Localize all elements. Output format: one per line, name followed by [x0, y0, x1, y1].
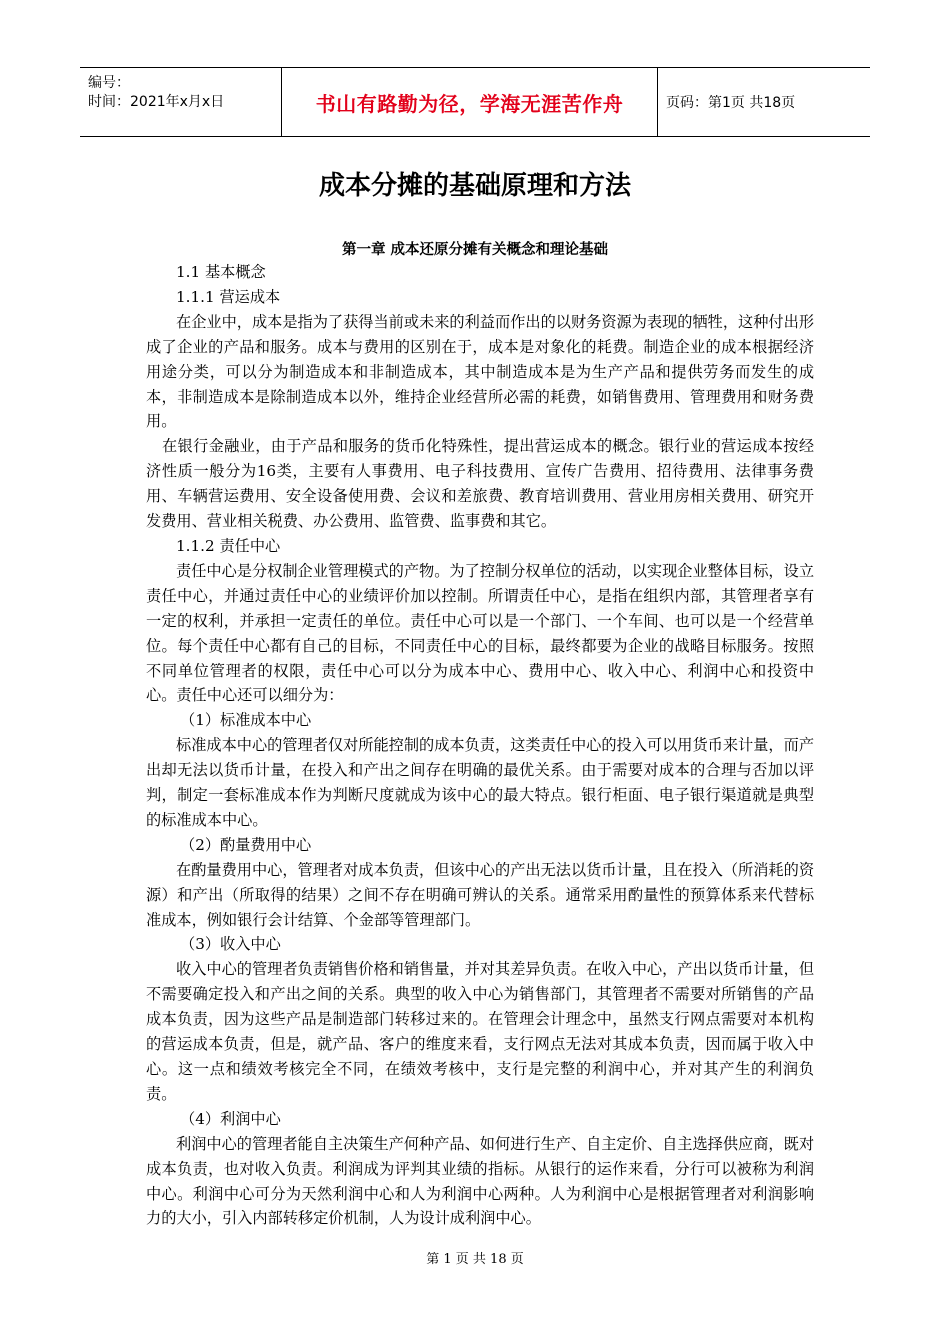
number-label: 编号： — [88, 75, 130, 91]
list-heading: （2）酌量费用中心 — [180, 835, 312, 854]
list-heading: （1）标准成本中心 — [180, 711, 312, 730]
document-body — [146, 260, 814, 1231]
body-paragraph: 收入中心的管理者负责销售价格和销售量，并对其差异负责。在收入中心，产出以货币计量，但不需要确定投入和产出之间的关系。典型的收入中心为销售部门，其管理者不需要对所销售的产品成本负责，因为这些产品是制造部门转移过来的。在管理会计理念中，虽然支行网点需要对本机构的营运成本负责，但是，就产品、客户的维度来看，支行网点无法对其成本负责，因而属于收入中心。这一点和绩效考核完全不同，在绩效考核中，支行是完整的利润中心，并对其产生的利润负责。 — [146, 960, 814, 1103]
document-title: 成本分摊的基础原理和方法 — [318, 171, 631, 201]
header-motto-cell — [282, 68, 658, 136]
section-heading: 1.1 基本概念 — [176, 263, 266, 281]
motto-text: 书山有路勤为径，学海无涯苦作舟 — [315, 91, 624, 116]
body-paragraph: 在企业中，成本是指为了获得当前或未来的利益而作出的以财务资源为表现的牺牲，这种付出形成了企业的产品和服务。成本与费用的区别在于，成本是对象化的耗费。制造企业的成本根据经济用途分类，可以分为制造成本和非制造成本，其中制造成本是为生产产品和提供劳务而发生的成本，非制造成本是除制造成本以外，维持企业经营所必需的耗费，如销售费用、管理费用和财务费用。 — [146, 312, 814, 431]
body-paragraph: 标准成本中心的管理者仅对所能控制的成本负责，这类责任中心的投入可以用货币来计量，而产出却无法以货币计量，在投入和产出之间存在明确的最优关系。由于需要对成本的合理与否加以评判，制定一套标准成本作为判断尺度就成为该中心的最大特点。银行柜面、电子银行渠道就是典型的标准成本中心。 — [146, 736, 814, 829]
list-heading: （3）收入中心 — [180, 935, 281, 954]
body-paragraph: 在酌量费用中心，管理者对成本负责，但该中心的产出无法以货币计量，且在投入（所消耗的资源）和产出（所取得的结果）之间不存在明确可辨认的关系。通常采用酌量性的预算体系来代替标准成本，例如银行会计结算、个金部等管理部门。 — [146, 860, 814, 929]
chapter-heading: 第一章 成本还原分摊有关概念和理论基础 — [341, 242, 609, 258]
header-left-cell — [80, 68, 282, 136]
body-paragraph: 责任中心是分权制企业管理模式的产物。为了控制分权单位的活动，以实现企业整体目标，设立责任中心，并通过责任中心的业绩评价加以控制。所谓责任中心，是指在组织内部，其管理者享有一定的权利，并承担一定责任的单位。责任中心可以是一个部门、一个车间、也可以是一个经营单位。每个责任中心都有自己的目标，不同责任中心的目标，最终都要为企业的战略目标服务。按照不同单位管理者的权限，责任中心可以分为成本中心、费用中心、收入中心、利润中心和投资中心。责任中心还可以细分为： — [146, 561, 814, 705]
time-label: 时间：2021年x月x日 — [88, 94, 225, 110]
header-table — [80, 67, 870, 137]
subsection-heading: 1.1.1 营运成本 — [176, 287, 281, 306]
header-page-info: 页码：第1页 共18页 — [666, 95, 796, 111]
body-paragraph: 在银行金融业，由于产品和服务的货币化特殊性，提出营运成本的概念。银行业的营运成本按经济性质一般分为16类，主要有人事费用、电子科技费用、宣传广告费用、招待费用、法律事务费用、车辆营运费用、安全设备使用费、会议和差旅费、教育培训费用、营业用房相关费用、研究开发费用、营业相关税费、办公费用、监管费、监事费和其它。 — [146, 437, 814, 531]
list-heading: （4）利润中心 — [180, 1109, 281, 1128]
body-paragraph: 利润中心的管理者能自主决策生产何种产品、如何进行生产、自主定价、自主选择供应商，既对成本负责，也对收入负责。利润成为评判其业绩的指标。从银行的运作来看，分行可以被称为利润中心。利润中心可分为天然利润中心和人为利润中心两种。人为利润中心是根据管理者对利润影响力的大小，引入内部转移定价机制，人为设计成利润中心。 — [146, 1134, 814, 1228]
page-footer: 第 1 页 共 18 页 — [426, 1252, 524, 1267]
subsection-heading: 1.1.2 责任中心 — [176, 536, 281, 555]
